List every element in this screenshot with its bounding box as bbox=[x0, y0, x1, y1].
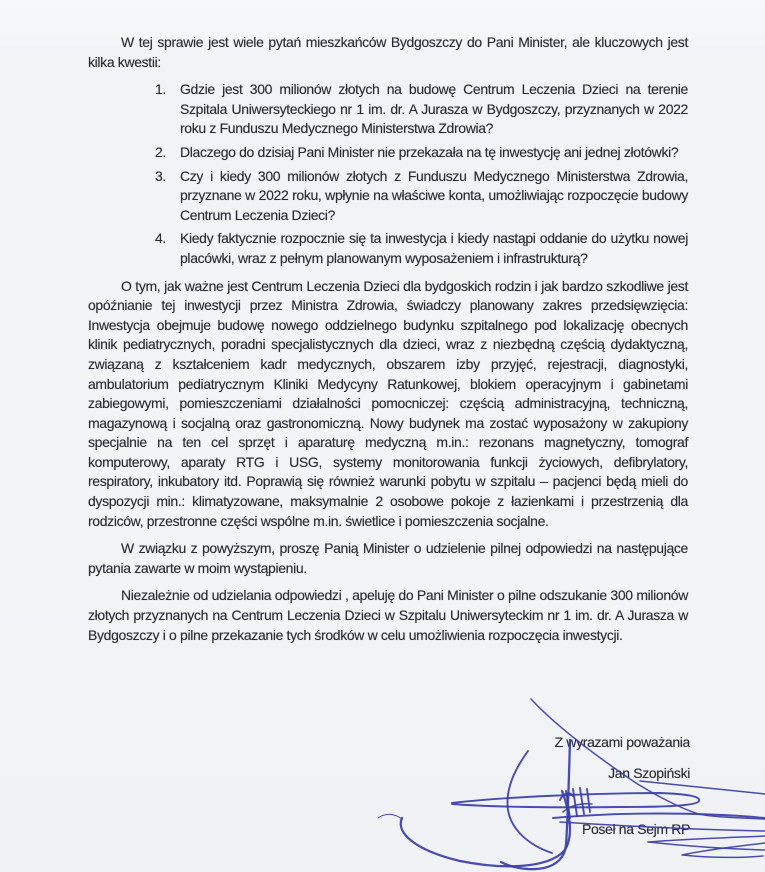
question-text: Gdzie jest 300 milionów złotych na budowę Centrum Leczenia Dzieci na terenie Szpitala Uniwersyteckiego nr 1 im. dr. A Jurasza w Bydgoszczy, przyznanych w 2022 roku z Funduszu Medycznego Ministerstwa Zdrowia? bbox=[180, 81, 688, 137]
question-number: 2. bbox=[155, 143, 166, 160]
questions-list bbox=[88, 80, 688, 268]
signer-name: Jan Szopiński bbox=[608, 764, 690, 781]
question-item-3 bbox=[88, 167, 688, 226]
question-item-1 bbox=[88, 80, 688, 139]
question-number: 1. bbox=[155, 81, 166, 98]
question-number: 3. bbox=[155, 167, 166, 184]
question-text: Dlaczego do dzisiaj Pani Minister nie przekazała na tę inwestycję ani jednej złotówki? bbox=[180, 143, 679, 160]
closing-salutation: Z wyrazami poważania bbox=[554, 734, 690, 750]
signer-title: Poseł na Sejm RP bbox=[581, 821, 690, 838]
closing-block bbox=[555, 733, 690, 840]
question-item-4 bbox=[88, 229, 688, 268]
question-text: Kiedy faktycznie rozpocznie się ta inwestycja i kiedy nastąpi oddanie do użytku nowej placówki, wraz z pełnym planowanym wyposażeniem i infrastrukturą? bbox=[180, 230, 688, 266]
question-text: Czy i kiedy 300 milionów złotych z Funduszu Medycznego Ministerstwa Zdrowia, przyznane w 2022 roku, wpłynie na właściwe konta, umożliwiając rozpoczęcie budowy Centrum Leczenia Dzieci? bbox=[180, 167, 688, 223]
appeal-paragraph: Niezależnie od udzielania odpowiedzi , apeluję do Pani Minister o pilne odszukanie 300 milionów złotych przyznanych na Centrum Leczenia Dzieci w Szpitalu Uniwersyteckim nr 1 im. dr. A Jurasza w Bydgoszczy i o pilne przekazanie tych środków w celu umożliwienia rozpoczęcia inwestycji. bbox=[88, 587, 688, 643]
intro-paragraph: W tej sprawie jest wiele pytań mieszkańców Bydgoszczy do Pani Minister, ale kluczowych jest kilka kwestii: bbox=[88, 34, 688, 70]
question-item-2 bbox=[88, 143, 688, 163]
scope-paragraph: O tym, jak ważne jest Centrum Leczenia Dzieci dla bydgoskich rodzin i jak bardzo szkodliwe jest opóźnianie tej inwestycji przez Ministra Zdrowia, świadczy planowany zakres przedsięwzięcia: Inwestycja obejmuje budowę nowego oddzielnego budynku szpitalnego pod lokalizację obecnych klinik pediatrycznych, poradni specjalistycznych dla dzieci, wraz z niezbędną częścią dydaktyczną, związaną z kształceniem kadr medycznych, obszarem izby przyjęć, rejestracji, diagnostyki, ambulatorium pediatrycznym Kliniki Medycyny Ratunkowej, blokiem operacyjnym i gabinetami zabiegowymi, pomieszczeniami działalności pomocniczej: częścią administracyjną, techniczną, magazynową i socjalną oraz gastronomiczną. Nowy budynek ma zostać wyposażony w zakupiony specjalnie na ten cel sprzęt i aparaturę medyczną m.in.: rezonans magnetyczny, tomograf komputerowy, aparaty RTG i USG, systemy monitorowania funkcji życiowych, defibrylatory, respiratory, inkubatory itd. Poprawią się również warunki pobytu w szpitalu – pacjenci będą mieli do dyspozycji min.: klimatyzowane, maksymalnie 2 osobowe pokoje z łazienkami i przestrzenią dla rodziców, przestronne części wspólne m.in. świetlice i pomieszczenia socjalne. bbox=[88, 277, 688, 529]
question-number: 4. bbox=[155, 230, 166, 247]
request-paragraph: W związku z powyższym, proszę Panią Minister o udzielenie pilnej odpowiedzi na następujące pytania zawarte w moim wystąpieniu. bbox=[88, 540, 688, 576]
letter-body bbox=[88, 33, 688, 653]
